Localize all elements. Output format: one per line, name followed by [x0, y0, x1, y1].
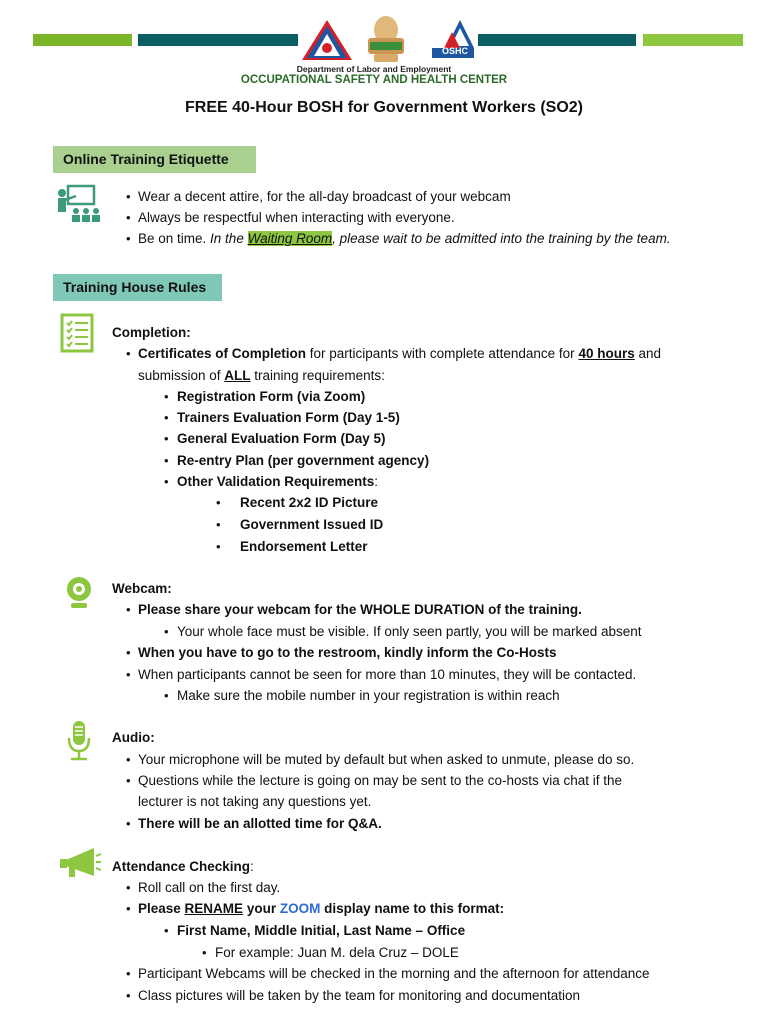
- oshc-logo: [430, 18, 476, 60]
- attendance-line-4: For example: Juan M. dela Cruz – DOLE: [215, 945, 459, 960]
- microphone-icon: [66, 720, 92, 762]
- audio-line-2a: Questions while the lecture is going on may be sent to the co-hosts via chat if the: [138, 773, 623, 788]
- etiquette-item-3-part-a: Be on time.: [138, 231, 211, 246]
- audio-line-2b: lecturer is not taking any questions yet.: [138, 794, 372, 809]
- all-text: ALL: [224, 368, 251, 383]
- attendance-line-2-d: display name to this format:: [320, 901, 505, 916]
- bullet: •: [126, 816, 131, 831]
- bullet: •: [126, 210, 131, 225]
- bullet: •: [216, 495, 221, 510]
- bullet: •: [126, 773, 131, 788]
- center-name: OCCUPATIONAL SAFETY AND HEALTH CENTER: [240, 74, 508, 86]
- bullet: •: [216, 517, 221, 532]
- etiquette-item-2: Always be respectful when interacting with everyone.: [138, 210, 455, 225]
- completion-line-2: [138, 365, 385, 386]
- audio-label: Audio:: [112, 730, 155, 745]
- requirement-5: [177, 471, 378, 492]
- bullet: •: [126, 231, 131, 246]
- bosh-seal: [360, 12, 412, 64]
- header-bar-left-green: [33, 34, 132, 46]
- webcam-line-4: When participants cannot be seen for more than 10 minutes, they will be contacted.: [138, 667, 637, 682]
- audio-line-1: Your microphone will be muted by default but when asked to unmute, please do so.: [138, 752, 635, 767]
- requirement-4: Re-entry Plan (per government agency): [177, 453, 430, 468]
- bullet: •: [126, 189, 131, 204]
- rename-text: RENAME: [184, 901, 244, 916]
- attendance-label: [112, 856, 254, 877]
- requirement-5-bold: Other Validation Requirements: [177, 474, 375, 489]
- completion-line-1: [138, 343, 661, 364]
- bullet: •: [202, 945, 207, 960]
- bullet: •: [126, 645, 131, 660]
- bullet: •: [126, 880, 131, 895]
- completion-line-2-b: training requirements:: [250, 368, 385, 383]
- bullet: •: [126, 901, 131, 916]
- bullet: •: [126, 667, 131, 682]
- presentation-icon: [56, 184, 102, 224]
- bullet: •: [164, 688, 169, 703]
- bullet: •: [216, 539, 221, 554]
- waiting-room-highlight: Waiting Room: [247, 231, 333, 246]
- bullet: •: [126, 966, 131, 981]
- completion-line-1-end: and: [634, 346, 661, 361]
- attendance-label-colon: :: [250, 859, 254, 874]
- bullet: •: [164, 453, 169, 468]
- bullet: •: [164, 474, 169, 489]
- bullet: •: [126, 346, 131, 361]
- header-bar-right-green: [643, 34, 743, 46]
- completion-line-1-rest: for participants with complete attendance for: [306, 346, 579, 361]
- requirement-3: General Evaluation Form (Day 5): [177, 431, 386, 446]
- requirement-1: Registration Form (via Zoom): [177, 389, 366, 404]
- attendance-line-5: Participant Webcams will be checked in the morning and the afternoon for attendance: [138, 966, 650, 981]
- completion-label: Completion:: [112, 325, 191, 340]
- forty-hours-text: 40 hours: [578, 346, 635, 361]
- dole-logo: [300, 18, 354, 62]
- bullet: •: [164, 431, 169, 446]
- etiquette-item-3-part-b: In the: [210, 231, 248, 246]
- requirement-5-end: :: [374, 474, 379, 489]
- validation-item-3: Endorsement Letter: [240, 539, 368, 554]
- bullet: •: [164, 624, 169, 639]
- bullet: •: [126, 988, 131, 1003]
- completion-line-2-a: submission of: [138, 368, 225, 383]
- webcam-line-5: Make sure the mobile number in your registration is within reach: [177, 688, 560, 703]
- megaphone-icon: [58, 846, 102, 880]
- webcam-line-1: Please share your webcam for the WHOLE DURATION of the training.: [138, 602, 582, 617]
- header-bar-right-teal: [478, 34, 636, 46]
- attendance-line-2: [138, 898, 504, 919]
- webcam-line-2: Your whole face must be visible. If only seen partly, you will be marked absent: [177, 624, 642, 639]
- page-title: FREE 40-Hour BOSH for Government Workers (SO2): [185, 99, 583, 116]
- header-bar-left-teal: [138, 34, 298, 46]
- oshc-logo-text: OSHC: [442, 46, 469, 56]
- webcam-label: Webcam:: [112, 581, 172, 596]
- attendance-line-3: First Name, Middle Initial, Last Name – Office: [177, 923, 466, 938]
- requirement-2: Trainers Evaluation Form (Day 1-5): [177, 410, 400, 425]
- audio-line-3: There will be an allotted time for Q&A.: [138, 816, 382, 831]
- validation-item-2: Government Issued ID: [240, 517, 384, 532]
- checklist-icon: [60, 313, 96, 353]
- department-name: Department of Labor and Employment: [296, 64, 452, 74]
- etiquette-item-1: Wear a decent attire, for the all-day broadcast of your webcam: [138, 189, 511, 204]
- etiquette-item-3: [138, 228, 671, 249]
- certificates-text: Certificates of Completion: [138, 346, 307, 361]
- attendance-label-text: Attendance Checking: [112, 859, 251, 874]
- attendance-line-1: Roll call on the first day.: [138, 880, 281, 895]
- bullet: •: [164, 923, 169, 938]
- bullet: •: [126, 602, 131, 617]
- section-heading-house-rules: Training House Rules: [53, 274, 222, 301]
- attendance-line-2-c: your: [243, 901, 280, 916]
- validation-item-1: Recent 2x2 ID Picture: [240, 495, 379, 510]
- section-heading-etiquette: Online Training Etiquette: [53, 146, 256, 173]
- bullet: •: [126, 752, 131, 767]
- webcam-line-3: When you have to go to the restroom, kindly inform the Co-Hosts: [138, 645, 557, 660]
- bullet: •: [164, 389, 169, 404]
- zoom-wordmark: ZOOM: [279, 901, 321, 916]
- bullet: •: [164, 410, 169, 425]
- attendance-line-2-a: Please: [138, 901, 185, 916]
- etiquette-item-3-part-c: , please wait to be admitted into the training by the team.: [332, 231, 671, 246]
- attendance-line-6: Class pictures will be taken by the team for monitoring and documentation: [138, 988, 580, 1003]
- webcam-icon: [64, 576, 94, 610]
